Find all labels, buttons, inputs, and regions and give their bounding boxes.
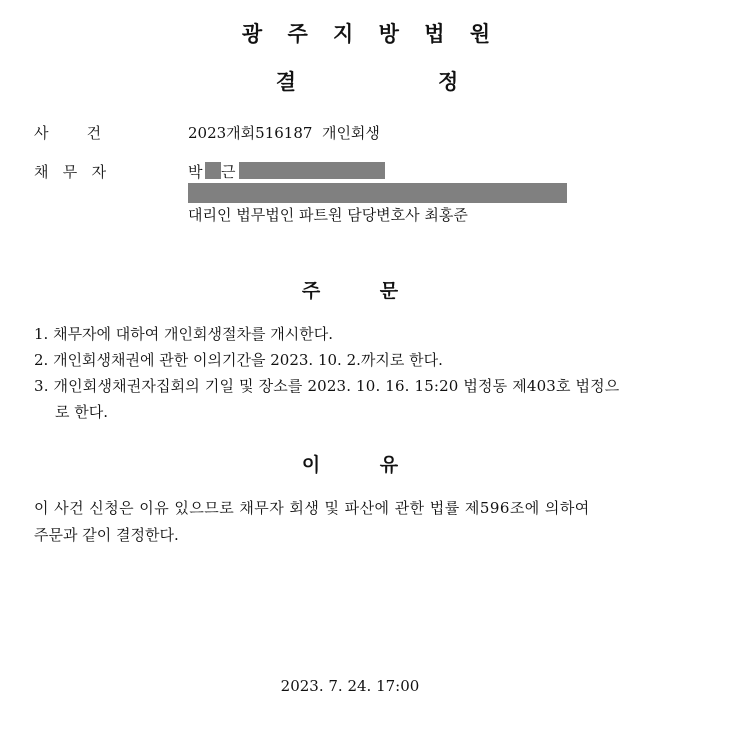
reasons-line-1: 이 사건 신청은 이유 있으므로 채무자 회생 및 파산에 관한 법률 제596조에 의하여 [34, 499, 590, 517]
order-item-2: 2. 개인회생채권에 관한 이의기간을 2023. 10. 2.까지로 한다. [34, 351, 443, 369]
reasons-heading: 이 유 [301, 454, 399, 476]
debtor-name-last: 근 [221, 163, 236, 181]
debtor-address-redaction-1 [239, 162, 385, 179]
order-item-3: 3. 개인회생채권자집회의 기일 및 장소를 2023. 10. 16. 15:20 법정동 제403호 법정으 [34, 377, 620, 395]
attorney-line: 대리인 법무법인 파트원 담당변호사 최홍준 [188, 206, 468, 224]
order-item-1: 1. 채무자에 대하여 개인회생절차를 개시한다. [34, 325, 333, 343]
document-type: 결 정 [275, 70, 459, 94]
debtor-name-first: 박 [188, 163, 203, 181]
reasons-line-2: 주문과 같이 결정한다. [34, 526, 179, 544]
debtor-address-redaction-2 [188, 183, 567, 203]
case-label: 사 건 [34, 124, 102, 142]
case-number: 2023개회516187 개인회생 [188, 124, 380, 142]
decision-date: 2023. 7. 24. 17:00 [280, 677, 420, 695]
court-name: 광 주 지 방 법 원 [241, 22, 493, 46]
order-heading: 주 문 [301, 280, 399, 302]
order-item-3-continued: 로 한다. [55, 403, 109, 421]
debtor-label: 채 무 자 [34, 163, 107, 181]
debtor-name-redaction [205, 162, 221, 179]
